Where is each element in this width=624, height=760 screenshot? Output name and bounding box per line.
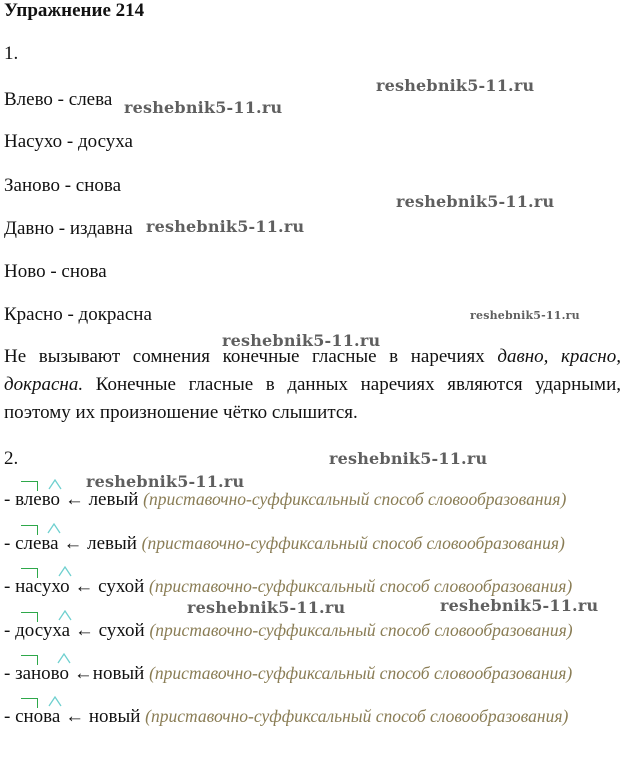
formation-note: (приставочно-суффиксальный способ словообразования) [149, 576, 573, 596]
source-word: сухой [98, 620, 145, 641]
derivation-arrow: ← [69, 663, 93, 684]
derived-word [15, 576, 70, 598]
watermark: reshebnik5-11.ru [146, 217, 305, 236]
word-text: влево [15, 489, 61, 510]
formation-note: (приставочно-суффиксальный способ словообразования) [143, 489, 567, 509]
formation-note: (приставочно-суффиксальный способ словообразования) [149, 620, 573, 640]
watermark: reshebnik5-11.ru [124, 98, 283, 117]
derivation-arrow: ← [60, 489, 89, 510]
part1-number: 1. [4, 43, 19, 64]
derived-word [15, 663, 69, 685]
suffix-mark-icon [47, 523, 61, 534]
formation-note: (приставочно-суффиксальный способ словообразования) [149, 663, 573, 683]
pair-line: Заново - снова [4, 175, 122, 196]
word-text: снова [15, 706, 61, 727]
derivation-row [4, 489, 566, 511]
prefix-mark-icon [21, 655, 38, 665]
row-dash: - [4, 706, 16, 727]
row-dash: - [4, 620, 16, 641]
pair-line: Насухо - досуха [4, 131, 133, 152]
word-text: досуха [15, 620, 71, 641]
word-text: заново [15, 663, 70, 684]
prefix-mark-icon [21, 612, 38, 622]
prefix-mark-icon [21, 698, 38, 708]
derivation-row [4, 620, 573, 642]
derivation-row [4, 706, 568, 728]
word-text: насухо [15, 576, 70, 597]
pair-line: Ново - снова [4, 261, 107, 282]
formation-note: (приставочно-суффиксальный способ словообразования) [145, 706, 569, 726]
source-word: новый [88, 706, 141, 727]
watermark: reshebnik5-11.ru [329, 449, 488, 468]
derived-word [15, 489, 60, 511]
derivation-arrow: ← [69, 576, 99, 597]
exercise-title: Упражнение 214 [4, 0, 145, 21]
prefix-mark-icon [21, 525, 38, 535]
suffix-mark-icon [57, 653, 71, 664]
part2-number: 2. [4, 448, 19, 469]
prefix-mark-icon [21, 481, 38, 491]
derivation-row [4, 533, 565, 555]
pair-line: Красно - докрасна [4, 304, 152, 325]
row-dash: - [4, 489, 16, 510]
word-text: слева [15, 533, 59, 554]
row-dash: - [4, 576, 16, 597]
source-word: сухой [98, 576, 145, 597]
source-word: левый [88, 489, 139, 510]
watermark: reshebnik5-11.ru [187, 598, 346, 617]
row-dash: - [4, 663, 16, 684]
source-word: левый [87, 533, 137, 554]
watermark: reshebnik5-11.ru [440, 596, 599, 615]
suffix-mark-icon [48, 479, 62, 490]
suffix-mark-icon [58, 566, 72, 577]
watermark: reshebnik5-11.ru [470, 309, 580, 322]
derivation-row [4, 576, 572, 598]
watermark: reshebnik5-11.ru [86, 472, 245, 491]
derivation-arrow: ← [58, 533, 88, 554]
watermark: reshebnik5-11.ru [376, 76, 535, 95]
suffix-mark-icon [58, 610, 72, 621]
formation-note: (приставочно-суффиксальный способ словообразования) [141, 533, 565, 553]
suffix-mark-icon [48, 696, 62, 707]
pair-line: Влево - слева [4, 89, 113, 110]
row-dash: - [4, 533, 16, 554]
derivation-arrow: ← [60, 706, 89, 727]
derived-word [15, 533, 59, 555]
watermark: reshebnik5-11.ru [222, 331, 381, 350]
source-word: новый [92, 663, 145, 684]
derived-word [15, 620, 70, 642]
paragraph-text: Конечные гласные в данных наречиях являются ударными, поэтому их произношение чётко слышится. [4, 374, 621, 423]
derivation-arrow: ← [70, 620, 99, 641]
derived-word [15, 706, 60, 728]
paragraph-italic-text: давно, красно, докрасна. [4, 346, 621, 395]
explanation-paragraph [4, 343, 621, 427]
derivation-row [4, 663, 572, 685]
pair-line: Давно - издавна [4, 218, 133, 239]
watermark: reshebnik5-11.ru [396, 192, 555, 211]
paragraph-text: Не вызывают сомнения конечные гласные в наречиях [4, 346, 498, 367]
prefix-mark-icon [21, 568, 38, 578]
